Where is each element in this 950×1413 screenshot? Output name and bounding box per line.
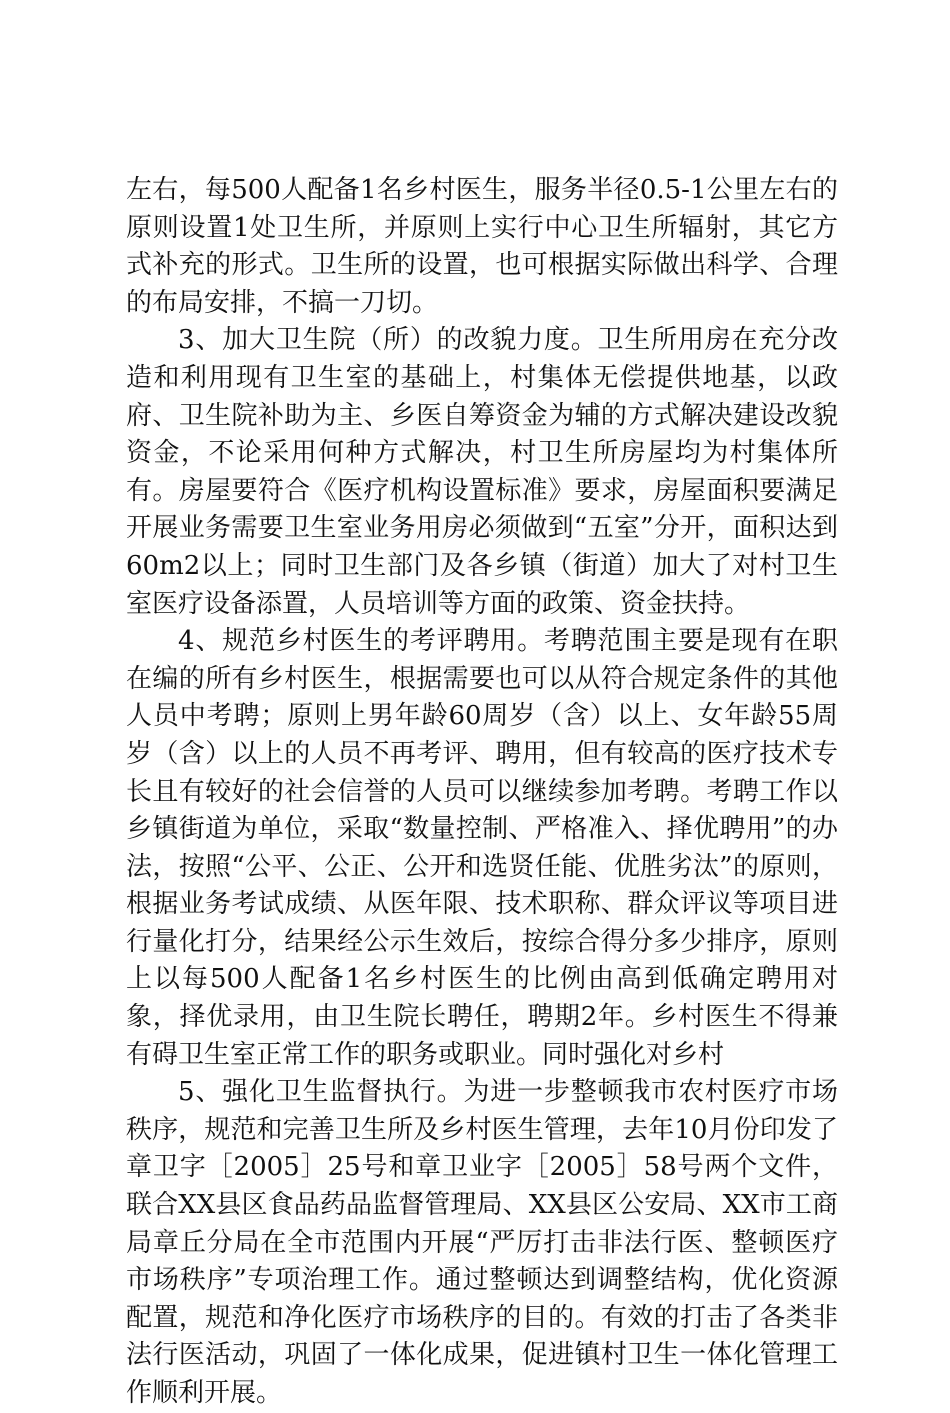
paragraph-continuation: 左右，每500人配备1名乡村医生，服务半径0.5-1公里左右的原则设置1处卫生所，并原则上实行中心卫生所辐射，其它方式补充的形式。卫生所的设置，也可根据实际做出科学、合理的布局安排，不搞一刀切。	[126, 175, 838, 318]
paragraph-4-doctor-evaluation: 4、规范乡村医生的考评聘用。考聘范围主要是现有在职在编的所有乡村医生，根据需要也可以从符合规定条件的其他人员中考聘；原则上男年龄60周岁（含）以上、女年龄55周岁（含）以上的人员不再考评、聘用，但有较高的医疗技术专长且有较好的社会信誉的人员可以继续参加考聘。考聘工作以乡镇街道为单位，采取“数量控制、严格准入、择优聘用”的办法，按照“公平、公正、公开和选贤任能、优胜劣汰”的原则，根据业务考试成绩、从医年限、技术职称、群众评议等项目进行量化打分，结果经公示生效后，按综合得分多少排序，原则上以每500人配备1名乡村医生的比例由高到低确定聘用对象，择优录用，由卫生院长聘任，聘期2年。乡村医生不得兼有碍卫生室正常工作的职务或职业。同时强化对乡村	[126, 626, 838, 1070]
paragraph-3-facility-renovation: 3、加大卫生院（所）的改貌力度。卫生所用房在充分改造和利用现有卫生室的基础上，村集体无偿提供地基，以政府、卫生院补助为主、乡医自筹资金为辅的方式解决建设改貌资金，不论采用何种方式解决，村卫生所房屋均为村集体所有。房屋要符合《医疗机构设置标准》要求，房屋面积要满足开展业务需要卫生室业务用房必须做到“五室”分开，面积达到60m2以上；同时卫生部门及各乡镇（街道）加大了对村卫生室医疗设备添置，人员培训等方面的政策、资金扶持。	[126, 325, 838, 619]
body-text	[126, 172, 838, 1413]
paragraph-5-health-supervision: 5、强化卫生监督执行。为进一步整顿我市农村医疗市场秩序，规范和完善卫生所及乡村医生管理，去年10月份印发了章卫字［2005］25号和章卫业字［2005］58号两个文件，联合XX县区食品药品监督管理局、XX县区公安局、XX市工商局章丘分局在全市范围内开展“严厉打击非法行医、整顿医疗市场秩序”专项治理工作。通过整顿达到调整结构，优化资源配置，规范和净化医疗市场秩序的目的。有效的打击了各类非法行医活动，巩固了一体化成果，促进镇村卫生一体化管理工作顺利开展。	[126, 1077, 838, 1408]
